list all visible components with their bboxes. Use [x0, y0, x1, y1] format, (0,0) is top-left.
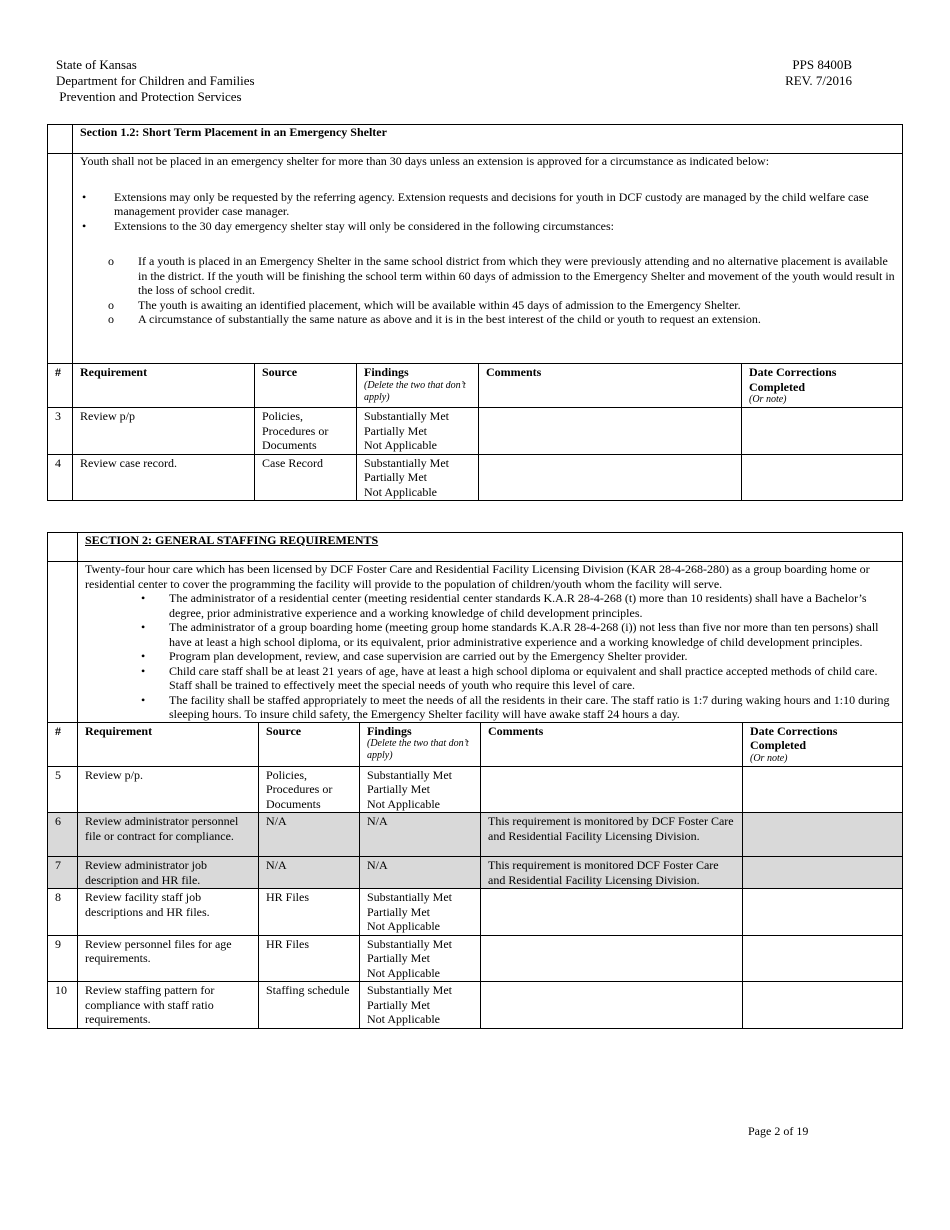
list-item: • Extensions to the 30 day emergency shelter stay will only be considered in the following circumstances:: [82, 218, 614, 233]
section1-sub-bullets: [80, 254, 895, 327]
table-row: [48, 935, 903, 982]
section1-num-blank: [48, 125, 73, 154]
list-item: • Extensions may only be requested by the referring agency. Extension requests and decisions for youth in DCF custody are managed by the child welfare case management provider case manager.: [82, 189, 869, 218]
row-comments[interactable]: [481, 889, 743, 936]
col-date-header: Date Corrections Completed (Or note): [742, 364, 903, 408]
row-date[interactable]: [742, 408, 903, 455]
section1-title: Section 1.2: Short Term Placement in an Emergency Shelter: [73, 125, 903, 154]
row-num: 9: [48, 935, 78, 982]
table-row: [48, 857, 903, 889]
header-right: [785, 57, 852, 89]
row-requirement: Review facility staff job descriptions and HR files.: [78, 889, 259, 936]
row-date[interactable]: [742, 454, 903, 501]
col-requirement-header: Requirement: [78, 722, 259, 766]
row-source: HR Files: [259, 935, 360, 982]
section1-description: [73, 154, 903, 364]
row-requirement: Review personnel files for age requirements.: [78, 935, 259, 982]
row-num: 7: [48, 857, 78, 889]
header-department: Department for Children and Families: [56, 73, 255, 88]
table-row: [48, 766, 903, 813]
row-comments: This requirement is monitored by DCF Foster Care and Residential Facility Licensing Division.: [481, 813, 743, 857]
row-source: Case Record: [255, 454, 357, 501]
table-row: [48, 454, 903, 501]
list-item: • Program plan development, review, and case supervision are carried out by the Emergency Shelter provider.: [141, 649, 688, 663]
list-item: o A circumstance of substantially the same nature as above and it is in the best interest of the child or youth to request an extension.: [108, 312, 761, 326]
row-date: [743, 857, 903, 889]
section2-intro: Twenty-four hour care which has been licensed by DCF Foster Care and Residential Facility Licensing Division (KAR 28-4-268-280) as a group boarding home or residential center to cover the programming the facility will provide to the population of children/youth whom the facility will serve.: [85, 562, 870, 591]
col-findings-header: Findings (Delete the two that don’t apply): [360, 722, 481, 766]
row-num: 10: [48, 982, 78, 1029]
col-findings-header: Findings (Delete the two that don’t apply): [357, 364, 479, 408]
page-number: Page 2 of 19: [748, 1124, 809, 1138]
table-row: [48, 889, 903, 936]
row-findings[interactable]: Substantially Met Partially Met Not Applicable: [360, 982, 481, 1029]
header-revision: REV. 7/2016: [785, 73, 852, 88]
section2-num-blank: [48, 533, 78, 562]
row-findings[interactable]: Substantially Met Partially Met Not Applicable: [360, 766, 481, 813]
row-num: 5: [48, 766, 78, 813]
row-requirement: Review administrator personnel file or contract for compliance.: [78, 813, 259, 857]
row-num: 3: [48, 408, 73, 455]
row-date[interactable]: [743, 935, 903, 982]
row-findings[interactable]: Substantially Met Partially Met Not Applicable: [357, 408, 479, 455]
header-left: [56, 57, 255, 105]
col-source-header: Source: [259, 722, 360, 766]
row-date[interactable]: [743, 982, 903, 1029]
table-row: [48, 408, 903, 455]
col-num-header: #: [48, 364, 73, 408]
section1-intro: Youth shall not be placed in an emergency shelter for more than 30 days unless an extension is approved for a circumstance as indicated below:: [80, 154, 770, 168]
row-source: N/A: [259, 857, 360, 889]
row-comments: This requirement is monitored DCF Foster Care and Residential Facility Licensing Division.: [481, 857, 743, 889]
list-item: o If a youth is placed in an Emergency Shelter in the same school district from which they were previously attending and no alternative placement is available in the district. If the youth will be finishing the school term within 60 days of admission to the Emergency Shelter and movement of the youth would result in the loss of school credit.: [108, 254, 895, 297]
row-comments[interactable]: [479, 408, 742, 455]
row-findings[interactable]: Substantially Met Partially Met Not Applicable: [357, 454, 479, 501]
row-comments[interactable]: [481, 766, 743, 813]
row-requirement: Review p/p: [73, 408, 255, 455]
row-date[interactable]: [743, 766, 903, 813]
list-item: • The administrator of a group boarding home (meeting group home standards K.A.R 28-4-268 (i)) not less than five nor more than ten persons) shall have at least a high school diploma, or its equivalent, prior administrative experience and a working knowledge of child development principles.: [141, 620, 879, 649]
col-date-header: Date Corrections Completed (Or note): [743, 722, 903, 766]
row-requirement: Review staffing pattern for compliance with staff ratio requirements.: [78, 982, 259, 1029]
col-source-header: Source: [255, 364, 357, 408]
section2-table: [47, 532, 903, 1029]
header-state: State of Kansas: [56, 57, 137, 72]
table-row: [48, 982, 903, 1029]
row-findings[interactable]: Substantially Met Partially Met Not Applicable: [360, 889, 481, 936]
row-source: Policies, Procedures or Documents: [255, 408, 357, 455]
row-comments[interactable]: [481, 935, 743, 982]
section1-intro-blank: [48, 154, 73, 364]
col-num-header: #: [48, 722, 78, 766]
row-source: N/A: [259, 813, 360, 857]
row-comments[interactable]: [479, 454, 742, 501]
section1-column-headers: [48, 364, 903, 408]
section2-column-headers: [48, 722, 903, 766]
row-comments[interactable]: [481, 982, 743, 1029]
row-source: HR Files: [259, 889, 360, 936]
list-item: • The facility shall be staffed appropriately to meet the needs of all the residents in their care. The staff ratio is 1:7 during waking hours and 1:10 during sleeping hours. To insure child safety, the Emergency Shelter facility will have awake staff 24 hours a day.: [141, 692, 890, 721]
row-date[interactable]: [743, 889, 903, 936]
section1-bullets: [80, 190, 895, 234]
col-comments-header: Comments: [479, 364, 742, 408]
header-division: Prevention and Protection Services: [56, 89, 242, 104]
col-requirement-header: Requirement: [73, 364, 255, 408]
list-item: • Child care staff shall be at least 21 years of age, have at least a high school diploma or equivalent and shall practice accepted methods of child care. Staff shall be trained to effectively meet the special needs of youth who require this level of care.: [141, 663, 878, 692]
row-requirement: Review p/p.: [78, 766, 259, 813]
section2-intro-blank: [48, 562, 78, 723]
col-comments-header: Comments: [481, 722, 743, 766]
row-findings: N/A: [360, 813, 481, 857]
row-requirement: Review administrator job description and HR file.: [78, 857, 259, 889]
header-form-number: PPS 8400B: [792, 57, 852, 72]
section1-table: [47, 124, 903, 501]
list-item: • The administrator of a residential center (meeting residential center standards K.A.R 28-4-268 (t) more than 10 residents) shall have a Bachelor’s degree, prior administrative experience and a working knowledge of child development principles.: [141, 591, 867, 620]
row-findings[interactable]: Substantially Met Partially Met Not Applicable: [360, 935, 481, 982]
row-source: Policies, Procedures or Documents: [259, 766, 360, 813]
row-date: [743, 813, 903, 857]
row-findings: N/A: [360, 857, 481, 889]
row-num: 4: [48, 454, 73, 501]
section2-bullets: [85, 591, 895, 722]
section2-description: [78, 562, 903, 723]
section2-title: SECTION 2: GENERAL STAFFING REQUIREMENTS: [78, 533, 903, 562]
row-requirement: Review case record.: [73, 454, 255, 501]
row-num: 8: [48, 889, 78, 936]
table-row: [48, 813, 903, 857]
row-source: Staffing schedule: [259, 982, 360, 1029]
row-num: 6: [48, 813, 78, 857]
list-item: o The youth is awaiting an identified placement, which will be available within 45 days of admission to the Emergency Shelter.: [108, 297, 741, 312]
